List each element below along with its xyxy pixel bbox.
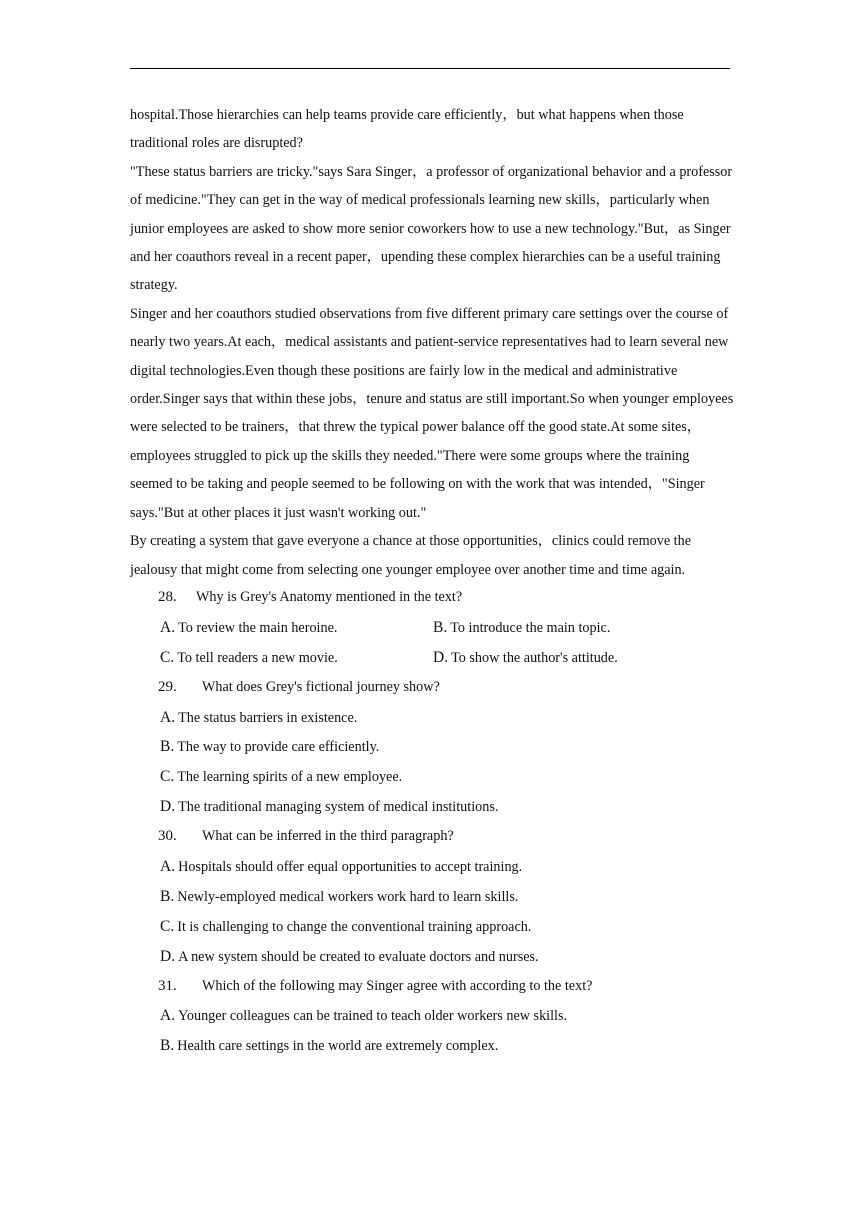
option-b bbox=[156, 1031, 736, 1061]
option-letter: B. bbox=[160, 1037, 175, 1055]
option-letter: A. bbox=[160, 858, 176, 876]
question-29 bbox=[156, 673, 736, 703]
option-text: Health care settings in the world are extremely complex. bbox=[177, 1038, 499, 1055]
option-text: To review the main heroine. bbox=[178, 619, 338, 636]
passage-paragraph-2: "These status barriers are tricky."says Sara Singer，a professor of organizational behavior and a professor of medicine."They can get in the way of medical professionals learning new skills，particularly when junior employees are asked to show more senior coworkers how to use a new technology."But，as Singer and her coauthors reveal in a recent paper，upending these complex hierarchies can be a useful training strategy. bbox=[130, 163, 733, 294]
passage-paragraph-4: By creating a system that gave everyone a chance at those opportunities，clinics could remove the jealousy that might come from selecting one younger employee over another time and time again. bbox=[130, 533, 692, 578]
passage-paragraph-3: Singer and her coauthors studied observations from five different primary care settings over the course of nearly two years.At each，medical assistants and patient-service representatives had to learn several new digital technologies.Even though these positions are fairly low in the medical and administrative order.Singer says that within these jobs，tenure and status are still important.So when younger employees were selected to be trainers，that threw the typical power balance off the good state.At some sites，employees struggled to pick up the skills they needed."There were some groups where the training seemed to be taking and people seemed to be following on with the work that was intended，"Singer says."But at other places it just wasn't working out." bbox=[130, 305, 734, 521]
header-rule bbox=[130, 68, 730, 69]
passage-paragraph-1: hospital.Those hierarchies can help teams provide care efficiently，but what happens when those traditional roles are disrupted? bbox=[130, 107, 684, 152]
question-text: What can be inferred in the third paragraph? bbox=[202, 828, 454, 845]
option-a bbox=[156, 703, 736, 733]
question-30 bbox=[156, 822, 736, 852]
options-row bbox=[156, 643, 736, 673]
question-number: 28. bbox=[158, 589, 177, 605]
question-list bbox=[156, 583, 736, 1061]
option-text: The way to provide care efficiently. bbox=[177, 739, 380, 756]
option-letter: D. bbox=[433, 648, 449, 666]
option-text: To show the author's attitude. bbox=[451, 649, 618, 666]
option-letter: D. bbox=[160, 947, 176, 965]
question-number: 29. bbox=[158, 678, 177, 695]
option-a bbox=[160, 613, 433, 644]
options-row bbox=[156, 613, 736, 643]
question-28 bbox=[156, 583, 736, 613]
option-text: The traditional managing system of medical institutions. bbox=[178, 799, 499, 816]
option-d bbox=[156, 942, 736, 972]
option-b bbox=[156, 732, 736, 762]
option-c bbox=[156, 762, 736, 792]
question-31 bbox=[156, 972, 736, 1002]
option-text: Newly-employed medical workers work hard to learn skills. bbox=[177, 888, 519, 905]
option-text: The status barriers in existence. bbox=[178, 709, 358, 726]
option-text: The learning spirits of a new employee. bbox=[177, 769, 403, 786]
question-text: Which of the following may Singer agree with according to the text? bbox=[202, 977, 593, 994]
option-letter: C. bbox=[160, 648, 175, 666]
option-c bbox=[160, 643, 433, 674]
option-letter: A. bbox=[160, 1007, 176, 1025]
option-text: Hospitals should offer equal opportunities to accept training. bbox=[178, 859, 523, 876]
option-letter: B. bbox=[160, 887, 175, 905]
option-letter: B. bbox=[433, 618, 448, 636]
option-letter: D. bbox=[160, 798, 176, 816]
option-letter: C. bbox=[160, 917, 175, 935]
option-d bbox=[433, 643, 706, 674]
option-a bbox=[156, 1001, 736, 1031]
option-text: To tell readers a new movie. bbox=[177, 649, 338, 666]
reading-passage bbox=[130, 101, 734, 584]
option-letter: A. bbox=[160, 618, 176, 636]
option-d bbox=[156, 792, 736, 822]
option-letter: A. bbox=[160, 708, 176, 726]
option-letter: B. bbox=[160, 738, 175, 756]
option-b bbox=[433, 613, 706, 644]
option-text: It is challenging to change the conventional training approach. bbox=[177, 918, 532, 935]
question-number: 30. bbox=[158, 828, 177, 845]
question-number: 31. bbox=[158, 977, 177, 994]
option-c bbox=[156, 912, 736, 942]
question-text: Why is Grey's Anatomy mentioned in the text? bbox=[196, 589, 463, 605]
option-text: To introduce the main topic. bbox=[450, 619, 611, 636]
option-letter: C. bbox=[160, 768, 175, 786]
option-text: Younger colleagues can be trained to teach older workers new skills. bbox=[178, 1008, 568, 1025]
option-text: A new system should be created to evaluate doctors and nurses. bbox=[178, 948, 539, 965]
question-text: What does Grey's fictional journey show? bbox=[202, 678, 440, 695]
option-a bbox=[156, 852, 736, 882]
option-b bbox=[156, 882, 736, 912]
